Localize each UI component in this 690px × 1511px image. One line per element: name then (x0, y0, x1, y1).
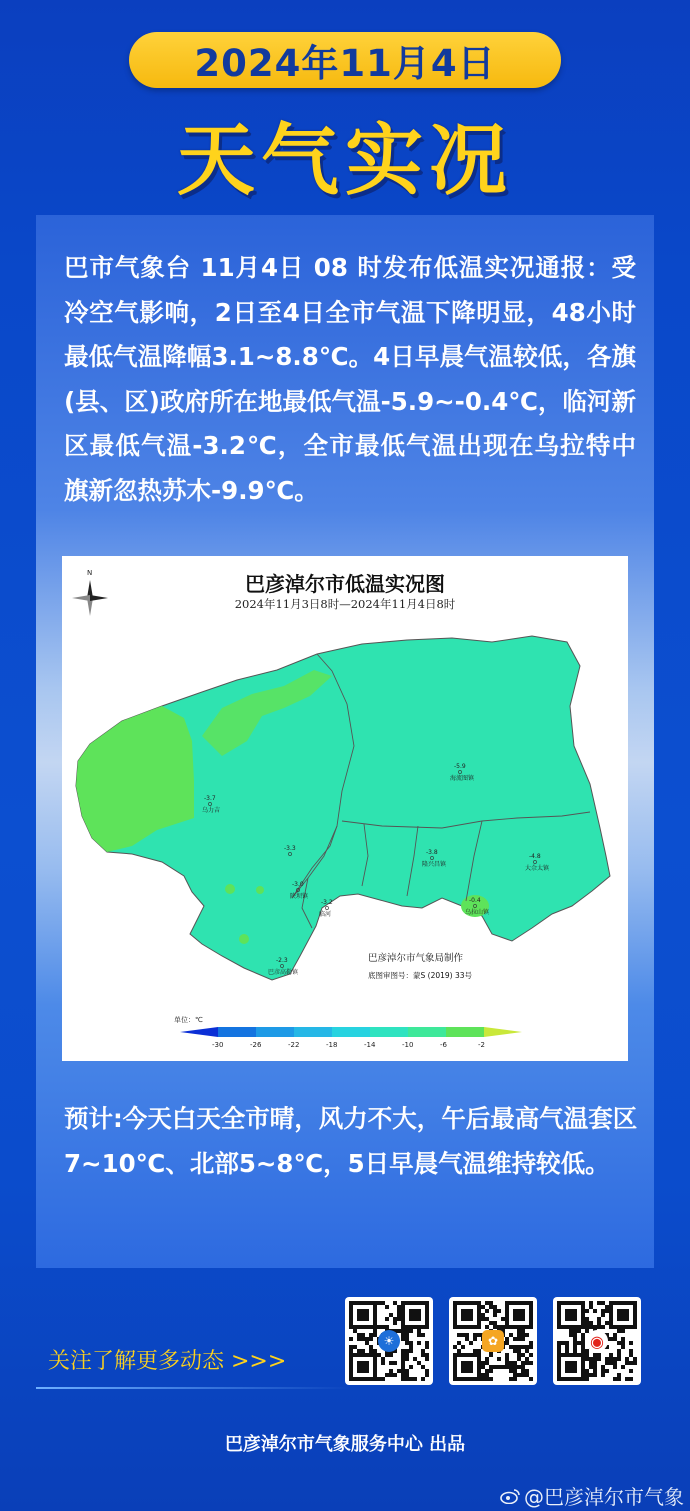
legend-unit: 单位：℃ (174, 1016, 203, 1024)
map-approval: 底图审图号：蒙S (2019) 33号 (368, 971, 473, 980)
svg-text:隆兴昌镇: 隆兴昌镇 (422, 861, 447, 868)
svg-text:-4.8: -4.8 (529, 853, 541, 860)
svg-text:大佘太镇: 大佘太镇 (525, 865, 550, 872)
weibo-logo-icon: ◉ (586, 1330, 608, 1352)
legend-tick-label: -22 (288, 1041, 300, 1049)
legend-swatch (218, 1027, 256, 1037)
qr-code-3[interactable] (553, 1297, 641, 1385)
map-subtitle: 2024年11月3日8时—2024年11月4日8时 (234, 597, 456, 611)
svg-text:乌力吉: 乌力吉 (202, 807, 221, 814)
legend-swatch (484, 1027, 522, 1037)
svg-text:-0.4: -0.4 (469, 897, 481, 904)
forecast-text: 预计:今天白天全市晴，风力不大，午后最高气温套区7~10℃、北部5~8℃，5日早晨气温维持较低。 (64, 1104, 638, 1178)
svg-text:乌拉山镇: 乌拉山镇 (465, 909, 490, 916)
publisher-text: 巴彦淖尔市气象服务中心 出品 (224, 1434, 466, 1455)
svg-text:海流图镇: 海流图镇 (450, 775, 475, 782)
qr-code-2[interactable] (449, 1297, 537, 1385)
svg-text:-2.3: -2.3 (276, 957, 288, 964)
follow-label: 关注了解更多动态 >>> (48, 1349, 287, 1374)
divider (36, 1387, 350, 1389)
svg-text:-3.8: -3.8 (426, 849, 438, 856)
map-title: 巴彦淖尔市低温实况图 (245, 572, 445, 596)
legend-swatch (256, 1027, 294, 1037)
legend-tick-label: -10 (402, 1041, 414, 1049)
date-text: 2024年11月4日 (194, 42, 496, 85)
map-credit: 巴彦淖尔市气象局制作 (368, 953, 464, 964)
legend-swatch (408, 1027, 446, 1037)
legend-ticks (212, 1041, 485, 1049)
svg-text:-3.0: -3.0 (292, 881, 304, 888)
temperature-map[interactable] (62, 556, 628, 1061)
legend-tick-label: -26 (250, 1041, 262, 1049)
map-graphic (62, 556, 628, 1061)
svg-text:-3.2: -3.2 (321, 899, 333, 906)
date-banner (129, 32, 561, 88)
legend-swatch (332, 1027, 370, 1037)
compass-label: N (87, 569, 93, 577)
legend-swatch (180, 1027, 218, 1037)
legend-swatch (294, 1027, 332, 1037)
watermark-text: @巴彦淖尔市气象 (524, 1485, 684, 1509)
svg-text:-3.3: -3.3 (284, 845, 296, 852)
legend-swatch (446, 1027, 484, 1037)
legend-tick-label: -30 (212, 1041, 224, 1049)
weather-logo-icon: ☀ (378, 1330, 400, 1352)
legend-tick-label: -6 (440, 1041, 447, 1049)
legend-tick-label: -18 (326, 1041, 338, 1049)
legend-swatch (370, 1027, 408, 1037)
watermark (500, 1481, 684, 1510)
legend-tick-label: -2 (478, 1041, 485, 1049)
app-logo-icon: ✿ (482, 1330, 504, 1352)
svg-text:陕坝镇: 陕坝镇 (290, 893, 309, 900)
weibo-icon (500, 1488, 520, 1504)
page-title: 天气实况 (176, 116, 513, 206)
svg-text:临河: 临河 (319, 911, 332, 918)
legend-tick-label: -14 (364, 1041, 376, 1049)
svg-text:-5.9: -5.9 (454, 763, 466, 770)
svg-text:-3.7: -3.7 (204, 795, 216, 802)
legend-bar (180, 1027, 522, 1037)
svg-text:巴彦高勒镇: 巴彦高勒镇 (268, 969, 299, 976)
report-text: 巴市气象台 11月4日 08 时发布低温实况通报：受冷空气影响，2日至4日全市气温下降明显，48小时最低气温降幅3.1~8.8℃。4日早晨气温较低，各旗(县、区)政府所在地最低气温-5.9~-0.4℃，临河新区最低气温-3.2℃，全市最低气温出现在乌拉特中旗新忽热苏木-9.9℃。 (64, 253, 636, 505)
qr-code-1[interactable] (345, 1297, 433, 1385)
